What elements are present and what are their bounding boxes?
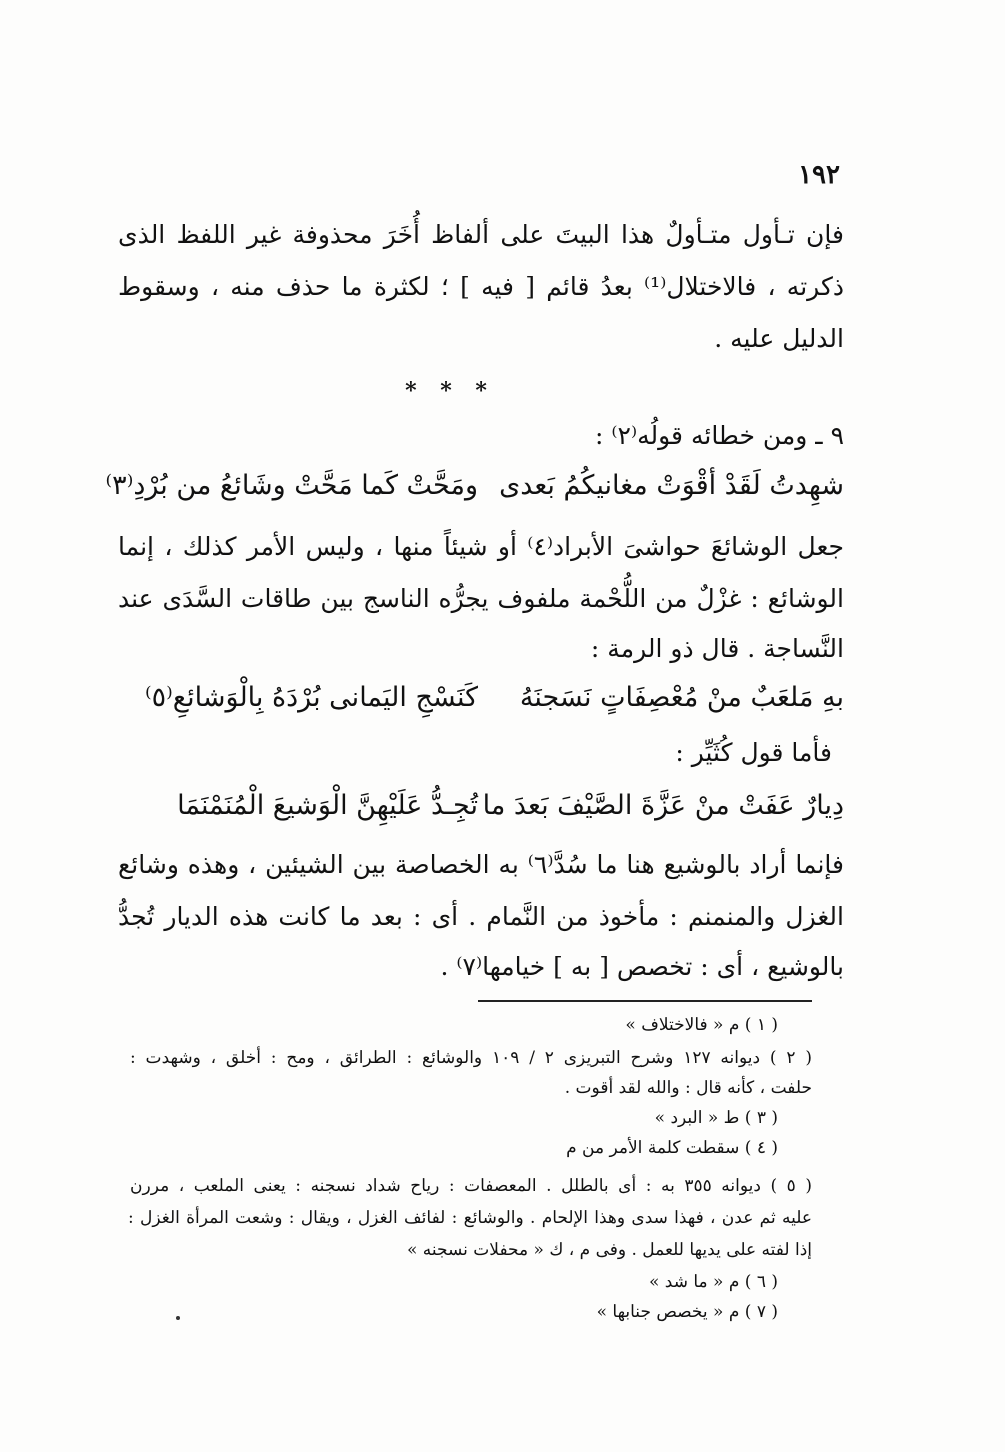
paragraph-line: الدليل عليه . — [714, 324, 844, 353]
footnote: ( ٢ ) ديوانه ١٢٧ وشرح التبريزى ٢ / ١٠٩ والوشائع : الطرائق ، ومح : أخلق ، وشهدت : — [130, 1048, 812, 1068]
section-separator: * * * — [405, 378, 495, 404]
paragraph-line: جعل الوشائعَ حواشىَ الأبراد⁽٤⁾ أو شيئاً منها ، وليس الأمر كذلك ، إنما — [118, 532, 844, 561]
verse-first-hemistich: دِيارٌ عَفَتْ منْ عَزَّةَ الصَّيْفَ بَعدَ ما — [482, 790, 844, 821]
footnote-continuation: حلفت ، كأنه قال : والله لقد أقوت . — [564, 1078, 812, 1098]
paragraph-line: بالوشيع ، أى : تخصص [ به ] خيامها⁽٧⁾ . — [440, 952, 844, 981]
page-speck — [176, 1316, 180, 1320]
paragraph-line: النَّساجة . قال ذو الرمة : — [590, 634, 844, 663]
paragraph-line: ذكرته ، فالاختلال⁽¹⁾ بعدُ قائم [ فيه ] ؛ لكثرة ما حذف منه ، وسقوط — [118, 272, 844, 301]
footnote: ( ٧ ) م « يخصص جنابها » — [596, 1302, 778, 1322]
section-heading: ٩ ـ ومن خطائه قولُه⁽٢⁾ : — [595, 421, 844, 450]
footnote: ( ١ ) م « فالاختلاف » — [625, 1015, 778, 1035]
paragraph-line: فإن تـأول متـأولٌ هذا البيتَ على ألفاظ أُخَرَ محذوفة غير اللفظ الذى — [118, 220, 844, 249]
quote-intro: فأما قول كُثَيِّر : — [675, 738, 832, 767]
verse-second-hemistich: تُجِـدُّ عَلَيْهِنَّ الْوَشيعَ الْمُنَمْنَمَا — [177, 790, 478, 821]
verse-second-hemistich: كَنَسْجِ اليَمانى بُرْدَهُ بِالْوَشائعِ⁽٥⁾ — [144, 682, 478, 713]
footnote-continuation: عليه ثم عدن ، فهذا سدى وهذا الإلحام . والوشائع : لفائف الغزل ، ويقال : وشعت المرأة الغزل : — [128, 1208, 812, 1228]
footnote: ( ٥ ) ديوانه ٣٥٥ به : أى بالطلل . المعصفات : رياح شداد نسجنه : يعنى الملعب ، مررن — [130, 1176, 812, 1196]
footnote: ( ٦ ) م « ما شد » — [648, 1272, 778, 1292]
verse-first-hemistich: شهِدتُ لَقَدْ أقْوَتْ مغانيكُمُ بَعدى — [499, 470, 844, 501]
verse-first-hemistich: بهِ مَلعَبٌ منْ مُعْصِفَاتٍ نَسَجنَهُ — [519, 682, 844, 713]
verse-second-hemistich: ومَحَّتْ كَما مَحَّتْ وشَائعُ من بُرْدِ⁽٣⁾ — [105, 470, 478, 501]
footnote: ( ٤ ) سقطت كلمة الأمر من م — [566, 1138, 778, 1158]
paragraph-line: الوشائع : غزْلٌ من اللُّحْمة ملفوف يجرُّه الناسج بين طاقات السَّدَى عند — [118, 584, 844, 613]
page-number: ١٩٢ — [798, 160, 840, 190]
paragraph-line: فإنما أراد بالوشيع هنا ما سُدَّ⁽٦⁾ به الخصاصة بين الشيئين ، وهذه وشائع — [118, 850, 844, 879]
footnote-continuation: إذا لفته على يديها للعمل . وفى م ، ك « محفلات نسجنه » — [406, 1240, 812, 1260]
paragraph-line: الغزل والمنمنم : مأخوذ من النَّمام . أى : بعد ما كانت هذه الديار تُجدُّ — [118, 902, 844, 931]
footnote: ( ٣ ) ط « البرد » — [654, 1108, 778, 1128]
footnote-divider — [478, 1000, 812, 1002]
